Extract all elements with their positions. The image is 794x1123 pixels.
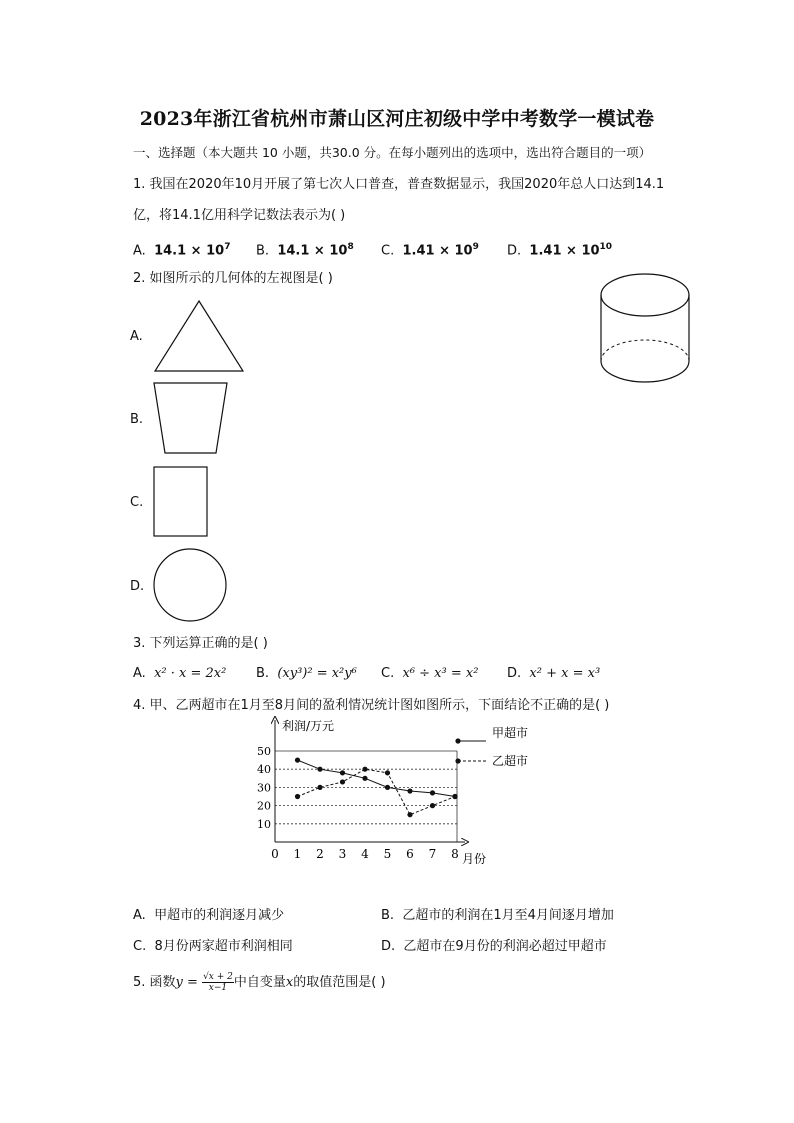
data-point <box>385 785 390 790</box>
q5-variable: x <box>285 975 294 990</box>
q4-option-c <box>133 938 293 956</box>
q4-option-a <box>133 907 284 925</box>
data-point <box>407 812 412 817</box>
q3-text: 3. 下列运算正确的是( ) <box>133 636 268 651</box>
q5-fraction <box>202 972 234 993</box>
cylinder-bottom-hidden <box>601 340 689 361</box>
x-tick-label: 8 <box>451 847 459 861</box>
option-text: 乙超市在9月份的利润必超过甲超市 <box>403 939 607 954</box>
trapezoid-shape <box>152 381 230 457</box>
q5-prefix: 5. 函数 <box>133 975 176 990</box>
option-label: C. <box>381 666 395 681</box>
option-value: 14.1 × 10 <box>277 243 348 259</box>
q2-option-a-label: A. <box>130 329 143 344</box>
option-exponent: 10 <box>599 242 613 252</box>
data-point <box>295 794 300 799</box>
x-tick-label: 7 <box>428 847 437 861</box>
q2-option-b-label: B. <box>130 412 144 427</box>
q1-option-a <box>133 238 230 260</box>
q4-text: 4. 甲、乙两超市在1月至8月间的盈利情况统计图如图所示，下面结论不正确的是( ) <box>133 698 610 713</box>
y-axis-label: 利润/万元 <box>282 719 335 733</box>
y-tick-label: 50 <box>257 745 271 758</box>
chart-legend <box>455 725 528 768</box>
option-value: 14.1 × 10 <box>154 243 225 259</box>
q1-option-c <box>381 238 479 260</box>
option-label: A. <box>133 243 146 259</box>
data-point <box>340 770 345 775</box>
q2-text: 2. 如图所示的几何体的左视图是( ) <box>133 271 333 286</box>
q5-text <box>133 972 386 993</box>
section-header: 一、选择题（本大题共 10 小题，共30.0 分。在每小题列出的选项中，选出符合题目的一项） <box>133 145 652 160</box>
option-label: B. <box>256 243 270 259</box>
q3-option-d <box>507 665 600 683</box>
option-label: C. <box>133 939 147 954</box>
data-point <box>317 767 322 772</box>
x-tick-label: 3 <box>338 847 347 861</box>
data-point <box>317 785 322 790</box>
data-point <box>295 758 300 763</box>
chart-axes <box>257 720 465 861</box>
q3-option-c <box>381 665 478 683</box>
option-label: D. <box>381 939 396 954</box>
cylinder-top-ellipse <box>601 274 689 316</box>
q5-denominator: x−1 <box>208 983 228 993</box>
y-tick-label: 40 <box>257 763 271 777</box>
option-expr: x⁶ ÷ x³ = x² <box>402 666 479 681</box>
cylinder-figure <box>596 268 694 386</box>
y-tick-label: 10 <box>257 817 271 831</box>
option-label: B. <box>256 666 270 681</box>
x-tick-label: 4 <box>361 847 369 861</box>
data-point <box>362 776 367 781</box>
chart-grid <box>275 751 457 842</box>
x-tick-label: 5 <box>383 847 392 861</box>
profit-line-chart <box>252 714 552 874</box>
option-text: 8月份两家超市利润相同 <box>154 939 293 954</box>
y-tick-label: 20 <box>257 799 271 813</box>
option-text: 乙超市的利润在1月至4月间逐月增加 <box>402 908 614 923</box>
x-tick-label: 2 <box>316 847 324 861</box>
circle-shape <box>152 548 230 624</box>
q3-option-a <box>133 665 226 683</box>
page-title: 2023年浙江省杭州市萧山区河庄初级中学中考数学一模试卷 <box>139 108 655 130</box>
q4-option-b <box>381 907 614 925</box>
data-point <box>407 788 412 793</box>
option-value: 1.41 × 10 <box>402 243 473 259</box>
option-label: B. <box>381 908 395 923</box>
rectangle-shape <box>153 466 209 538</box>
data-point <box>362 767 367 772</box>
q5-numerator: √x + 2 <box>203 972 233 982</box>
legend-label: 甲超市 <box>492 726 529 740</box>
q1-line2: 亿，将14.1亿用科学记数法表示为( ) <box>133 208 346 223</box>
y-tick-label: 30 <box>257 781 271 795</box>
option-exponent: 8 <box>347 242 354 252</box>
legend-label: 乙超市 <box>492 754 529 768</box>
q1-option-d <box>507 238 612 260</box>
q1-line1: 1. 我国在2020年10月开展了第七次人口普查，普查数据显示，我国2020年总人口达到14.1 <box>133 177 665 192</box>
option-text: 甲超市的利润逐月减少 <box>154 908 285 923</box>
x-tick-label: 1 <box>293 847 302 861</box>
q3-option-b <box>256 665 357 683</box>
data-point <box>430 803 435 808</box>
option-label: D. <box>507 666 522 681</box>
option-label: C. <box>381 243 395 259</box>
data-point <box>340 779 345 784</box>
option-expr: x² · x = 2x² <box>154 666 227 681</box>
q1-option-b <box>256 238 354 260</box>
data-point <box>385 770 390 775</box>
x-tick-label: 0 <box>271 847 279 861</box>
q5-function-lhs: y = <box>175 975 198 990</box>
option-expr: x² + x = x³ <box>529 666 601 681</box>
option-exponent: 7 <box>224 242 231 252</box>
triangle-shape <box>152 299 246 375</box>
q5-suffix2: 的取值范围是( ) <box>293 975 386 990</box>
option-expr: (xy³)² = x²y⁶ <box>277 666 357 681</box>
q5-suffix: 中自变量 <box>233 975 286 990</box>
x-tick-label: 6 <box>406 847 414 861</box>
x-axis-label: 月份 <box>462 852 487 866</box>
option-label: D. <box>507 243 522 259</box>
option-label: A. <box>133 908 146 923</box>
option-label: A. <box>133 666 146 681</box>
option-exponent: 9 <box>472 242 479 252</box>
q4-option-d <box>381 938 607 956</box>
cylinder-bottom-front <box>601 361 689 382</box>
q2-option-c-label: C. <box>130 495 144 510</box>
option-value: 1.41 × 10 <box>529 243 600 259</box>
data-point <box>430 790 435 795</box>
data-point <box>452 794 457 799</box>
q2-option-d-label: D. <box>130 579 145 594</box>
